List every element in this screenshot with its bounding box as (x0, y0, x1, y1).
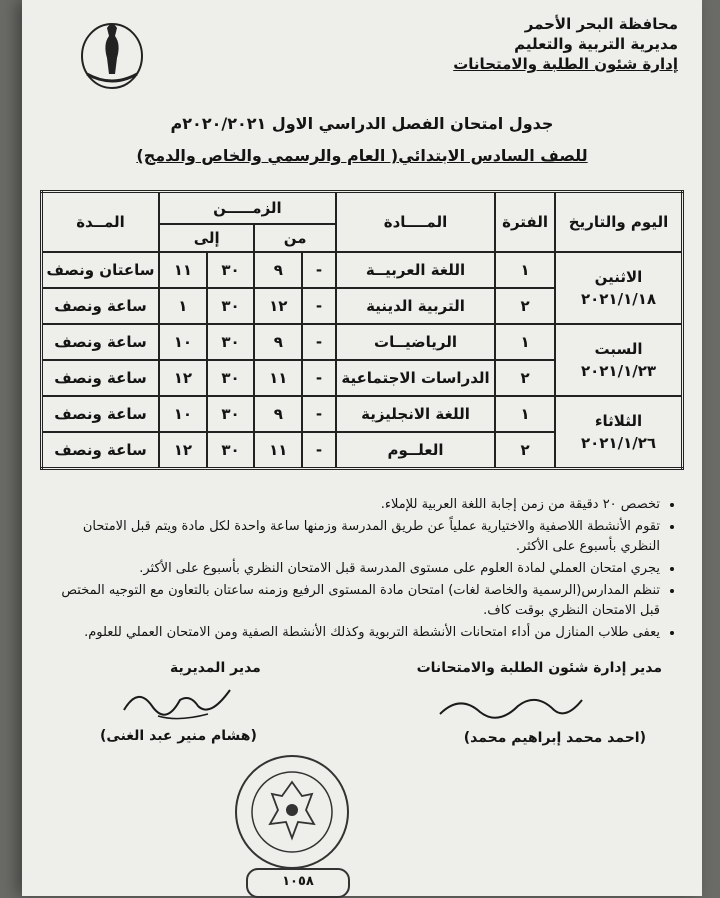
period-cell: ١ (495, 396, 555, 432)
header-subject: المــــادة (336, 192, 495, 253)
from-hour-cell: ١١ (254, 432, 302, 469)
header-period: الفترة (495, 192, 555, 253)
day-name: الاثنين (594, 268, 643, 286)
directorate-manager-title: مدير المديرية (170, 660, 261, 676)
governorate-name: محافظة البحر الأحمر (524, 15, 678, 33)
header-duration: المــدة (42, 192, 159, 253)
table-row (42, 396, 683, 432)
directorate-manager-signature (118, 676, 238, 726)
day-name: السبت (594, 340, 643, 358)
to-minute-cell: ٣٠ (207, 324, 255, 360)
schedule-title: جدول امتحان الفصل الدراسي الاول ٢٠٢٠/٢٠٢١م (170, 114, 554, 133)
to-minute-cell: ٣٠ (207, 432, 255, 469)
time-sep-cell: - (302, 324, 336, 360)
department-name: إدارة شئون الطلبة والامتحانات (453, 55, 678, 73)
day-date: ٢٠٢١/١/١٨ (580, 290, 657, 308)
to-minute-cell: ٣٠ (207, 360, 255, 396)
to-minute-cell: ٣٠ (207, 252, 255, 288)
from-hour-cell: ١١ (254, 360, 302, 396)
to-hour-cell: ١ (159, 288, 207, 324)
to-minute-cell: ٣٠ (207, 396, 255, 432)
day-date: ٢٠٢١/١/٢٦ (580, 434, 657, 452)
to-minute-cell: ٣٠ (207, 288, 255, 324)
period-cell: ٢ (495, 360, 555, 396)
note-item: • يعفى طلاب المنازل من أداء امتحانات الأنشطة التربوية وكذلك الأنشطة الصفية ومن الامتحان العملي للعلوم. (56, 623, 660, 643)
header-day: اليوم والتاريخ (555, 192, 683, 253)
subject-cell: اللغة الانجليزية (336, 396, 495, 432)
official-seal (232, 752, 352, 872)
note-item: • تقوم الأنشطة اللاصفية والاختيارية عملياً عن طريق المدرسة وزمنها ساعة واحدة لكل مادة ويتم قبل الامتحان النظري بأسبوع على الأكثر. (56, 517, 660, 557)
day-cell (555, 324, 683, 396)
time-sep-cell: - (302, 288, 336, 324)
duration-cell: ساعة ونصف (42, 360, 159, 396)
department-manager-name: (احمد محمد إبراهيم محمد) (463, 730, 646, 746)
period-cell: ٢ (495, 288, 555, 324)
day-cell (555, 252, 683, 324)
table-row (42, 252, 683, 288)
department-manager-signature (436, 688, 586, 732)
table-header-row (42, 192, 683, 225)
subject-cell: التربية الدينية (336, 288, 495, 324)
directorate-manager-name: (هشام منير عبد الغنى) (100, 728, 257, 744)
day-date: ٢٠٢١/١/٢٣ (580, 362, 657, 380)
note-item: • تنظم المدارس(الرسمية والخاصة لغات) امتحان مادة المستوى الرفيع وزمنه ساعتان بالتعاون مع التوجيه المختص قبل الامتحان النظري بوقت كاف. (56, 581, 660, 621)
to-hour-cell: ١١ (159, 252, 207, 288)
period-cell: ١ (495, 252, 555, 288)
duration-cell: ساعة ونصف (42, 288, 159, 324)
period-cell: ٢ (495, 432, 555, 469)
exam-schedule-table (40, 190, 684, 470)
document-serial-number: ١٠٥٨ (246, 868, 350, 898)
subject-cell: الدراسات الاجتماعية (336, 360, 495, 396)
period-cell: ١ (495, 324, 555, 360)
subject-cell: اللغة العربيــة (336, 252, 495, 288)
from-hour-cell: ٩ (254, 252, 302, 288)
duration-cell: ساعة ونصف (42, 432, 159, 469)
schedule-subtitle: للصف السادس الابتدائي( العام والرسمي والخاص والدمج) (136, 146, 588, 165)
from-hour-cell: ٩ (254, 396, 302, 432)
issuer-header (418, 14, 678, 74)
notes-list (56, 495, 676, 643)
document-page (22, 0, 702, 896)
duration-cell: ساعة ونصف (42, 396, 159, 432)
to-hour-cell: ١٢ (159, 360, 207, 396)
day-name: الثلاثاء (594, 412, 643, 430)
department-manager-title: مدير إدارة شئون الطلبة والامتحانات (416, 660, 662, 676)
directorate-name: مديرية التربية والتعليم (514, 35, 678, 53)
notes-section (56, 495, 676, 645)
table-row (42, 324, 683, 360)
from-hour-cell: ١٢ (254, 288, 302, 324)
time-sep-cell: - (302, 360, 336, 396)
directorate-logo (77, 14, 147, 92)
note-item: • تخصص ٢٠ دقيقة من زمن إجابة اللغة العربية للإملاء. (56, 495, 660, 515)
header-time: الزمـــــن (159, 192, 336, 225)
duration-cell: ساعة ونصف (42, 324, 159, 360)
time-sep-cell: - (302, 432, 336, 469)
duration-cell: ساعتان ونصف (42, 252, 159, 288)
header-to: إلى (159, 224, 254, 252)
note-item: • يجري امتحان العملي لمادة العلوم على مستوى المدرسة قبل الامتحان النظري بأسبوع على الأكثر. (56, 559, 660, 579)
subject-cell: الرياضيــات (336, 324, 495, 360)
header-from: من (254, 224, 335, 252)
to-hour-cell: ١٠ (159, 396, 207, 432)
day-cell (555, 396, 683, 469)
subject-cell: العلــوم (336, 432, 495, 469)
from-hour-cell: ٩ (254, 324, 302, 360)
time-sep-cell: - (302, 396, 336, 432)
time-sep-cell: - (302, 252, 336, 288)
to-hour-cell: ١٢ (159, 432, 207, 469)
to-hour-cell: ١٠ (159, 324, 207, 360)
